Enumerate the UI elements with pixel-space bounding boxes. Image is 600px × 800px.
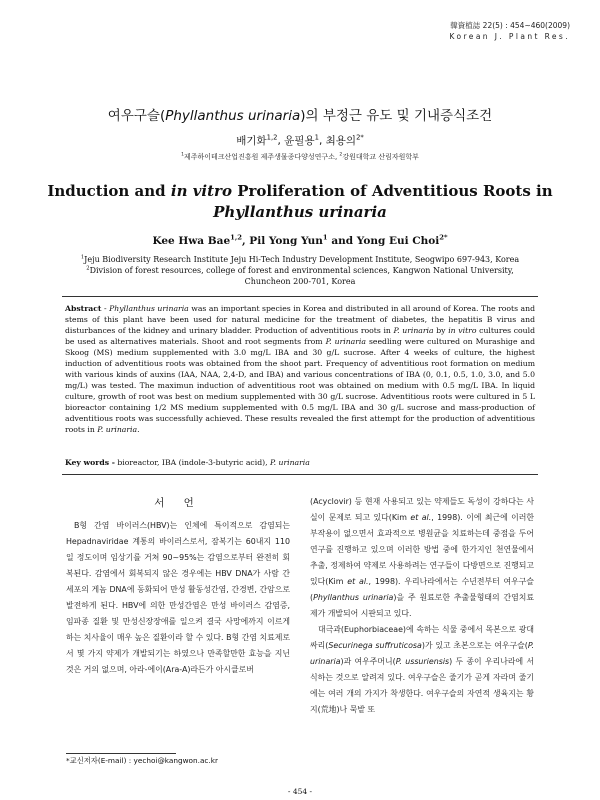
- abstract-text-3: by: [433, 326, 449, 335]
- abstract-text-2: was an important species in Korea and distributed in all around of Korea. The roots and stems of this plant have been used for natural medicine for the treatment of diabetes, the hepatitis B virus and disturbances of the kidney and urinary bladder. Production of adventitious roots in: [65, 304, 535, 335]
- rc-p1-e: , 1998). 우리나라에서는 수년전부터 여우구슬(: [310, 577, 535, 602]
- keywords-text: bioreactor, IBA (indole-3-butyric acid),: [114, 458, 270, 467]
- ko-author-1: 배기화: [236, 135, 267, 147]
- en-author-1: Kee Hwa Bae: [152, 235, 231, 247]
- rc-p2-e: )과 여우주머니(: [340, 657, 396, 666]
- korean-title: [0, 104, 600, 124]
- en-author-2: , Pil Yong Yun: [242, 235, 323, 247]
- abstract-species-4: P. urinaria: [97, 425, 138, 434]
- keywords-species: P. urinaria: [270, 458, 310, 467]
- english-title-line-1: [40, 181, 560, 202]
- ko-author-sep-2: ,: [318, 135, 326, 147]
- abstract-species-1: Phyllanthus urinaria: [109, 304, 189, 313]
- ko-author-2-affil: 1: [314, 133, 319, 142]
- footnote-rule: [66, 753, 176, 754]
- english-title-post: Proliferation of Adventitious Roots in: [231, 182, 553, 200]
- ko-author-3: 최용의: [325, 135, 357, 147]
- abstract-top-rule: [62, 296, 538, 297]
- rc-p2-species-1: Securinega suffruticosa: [328, 641, 422, 650]
- intro-paragraph-continued: [310, 494, 534, 622]
- ko-author-sep-1: ,: [277, 135, 285, 147]
- journal-citation-korean: 韓資植誌 22(5) : 454~460(2009): [450, 21, 570, 30]
- page-number: - 454 -: [287, 787, 313, 796]
- abstract-label: Abstract: [65, 304, 102, 313]
- en-affil-line-2: [60, 265, 540, 276]
- abstract-text-1: -: [101, 304, 110, 313]
- korean-title-species: Phyllanthus urinaria: [165, 108, 301, 124]
- rc-p1-c: , 1998). 이에 최근에 이러한 부작용이 없으면서 효과적으로 병원균을 치료하는데 중점을 두어 연구를 진행하고 있으며 이러한 방법 중에 한가지인 천연물에서 추출, 정제하여 약제로 사용하려는 연구들이 다방면으로 진행되고 있다(Kim: [310, 513, 534, 586]
- corresponding-author-footnote: *교신저자(E-mail) : yechoi@kangwon.ac.kr: [66, 756, 218, 765]
- english-title-line-2: [40, 202, 560, 223]
- rc-p2-a: 대극과(Euphorbiaceae)에 속하는 식물 중에서 목본으로 광대싸리(: [310, 625, 534, 650]
- rc-p2-species-2: P. urinaria: [310, 641, 535, 666]
- english-title: [40, 181, 560, 223]
- body-right-column: [310, 494, 534, 718]
- ko-affil-2-mark: 2: [339, 152, 343, 158]
- english-title-pre: Induction and: [47, 182, 171, 200]
- abstract-invitro: in vitro: [448, 326, 477, 335]
- ko-affil-2: 강원대학교 산림자원학부: [342, 153, 419, 161]
- journal-citation-english: Korean J. Plant Res.: [449, 32, 570, 41]
- ko-author-2: 윤필용: [284, 135, 315, 147]
- en-affil-1: Jeju Biodiversity Research Institute Jeju Hi-Tech Industry Development Institute, Seogwipo 697-943, Korea: [84, 255, 520, 264]
- rc-p2-g: ) 두 종이 우리나라에 서식하는 것으로 알려져 있다. 여우구슬은 줄기가 곧게 자라며 줄기에는 여러 개의 가지가 착생한다. 여우구슬의 자연적 생육지는 황지(荒地)나 묵밭 또: [310, 657, 534, 714]
- rc-p1-g: )을 주 원료로한 추출물형태의 간염치료제가 개발되어 시판되고 있다.: [310, 593, 534, 618]
- keywords: [65, 458, 535, 467]
- section-heading-introduction: 서 언: [154, 497, 202, 509]
- en-author-1-affil: 1,2: [230, 233, 242, 242]
- en-affil-line-3: Chuncheon 200-701, Korea: [244, 277, 356, 286]
- korean-affiliations: [0, 152, 600, 162]
- abstract: [65, 303, 535, 435]
- abstract-bottom-rule: [62, 474, 538, 475]
- abstract-species-2: P. urinaria: [393, 326, 434, 335]
- rc-p1-species: Phyllanthus urinaria: [313, 593, 394, 602]
- en-affil-2-mark: 2: [86, 265, 90, 272]
- body-left-column: [66, 518, 290, 678]
- en-author-3: and Yong Eui Choi: [327, 235, 440, 247]
- abstract-species-3: P. urinaria: [325, 337, 366, 346]
- korean-title-pre: 여우구슬(: [107, 108, 166, 124]
- en-author-2-affil: 1: [322, 233, 328, 242]
- rc-p2-species-3: P. ussuriensis: [395, 657, 450, 666]
- ko-author-1-affil: 1,2: [266, 133, 278, 142]
- intro-paragraph-2: [310, 622, 534, 718]
- korean-title-post: )의 부정근 유도 및 기내증식조건: [300, 108, 493, 124]
- ko-affil-1-mark: 1: [181, 152, 184, 158]
- en-affil-1-mark: 1: [80, 254, 85, 261]
- journal-header: [450, 20, 570, 42]
- abstract-text-4: cultures could be used as alternatives materials. Shoot and root segments from: [65, 326, 535, 346]
- ko-affil-1: 제주하이테크산업진흥원 제주생물종다양성연구소,: [183, 153, 340, 161]
- english-title-species: Phyllanthus urinaria: [213, 203, 387, 221]
- rc-p2-c: )가 있고 초본으로는 여우구슬(: [421, 641, 528, 650]
- rc-p1-etal-1: et al.: [410, 513, 432, 522]
- rc-p1-etal-2: et al.: [347, 577, 369, 586]
- english-authors: [0, 235, 600, 247]
- korean-authors: [0, 133, 600, 148]
- ko-author-3-affil: 2*: [356, 133, 364, 142]
- intro-paragraph-1: B형 간염 바이러스(HBV)는 인체에 특이적으로 감염되는 Hepadnaviridae 계통의 바이러스로서, 잠복기는 60내지 110일 정도이며 임상기를 거쳐 90~95%는 감염으로부터 완전히 회복된다. 감염에서 회복되지 않은 경우에는 HBV DNA가 사람 간세포의 게놈 DNA에 동화되어 만성 활동성간염, 간경변, 간암으로 발전하게 된다. HBV에 의한 만성간염은 만성 바이러스 감염증, 임파종 질환 및 만성신장장애를 일으켜 결국 사망에까지 이르게 하는 치사율이 매우 높은 질환이라 할 수 있다. B형 간염 치료제로서 몇 가지 약제가 개발되기는 하였으나 만족할만한 효능을 지닌 것은 거의 없으며, 아라-에이(Ara-A)라든가 아시클로버: [66, 521, 290, 674]
- abstract-text-5: seedling were cultured on Murashige and Skoog (MS) medium supplemented with 3.0 mg/L IBA and 30 g/L sucrose. After 4 weeks of culture, the highest induction of adventitious roots was obtained from the shoot part. Frequency of adventitious root formation on medium with various kinds of auxins (IAA, NAA, 2,4-D, and IBA) and various concentrations of IBA (0, 0.1, 0.5, 1.0, 3.0, and 5.0 mg/L) was tested. The maximun induction of adventitious root was obtained on medium with 0.5 mg/L IBA. In liquid culture, growth of root was best on medium supplemented with 30 g/L sucrose. Adventitious roots were cultured in 5 L bioreactor containing 1/2 MS medium supplemented with 0.5 mg/L IBA and 30 g/L sucrose and mass-production of adventitious roots was successfully achieved. These results revealed the first attempt for the production of adventitious roots in: [65, 337, 535, 434]
- english-title-invitro: in vitro: [170, 182, 232, 200]
- rc-p1-a: (Acyclovir) 등 현재 사용되고 있는 약제들도 독성이 강하다는 사실이 문제로 되고 있다(Kim: [310, 497, 534, 522]
- en-author-3-affil: 2*: [439, 233, 448, 242]
- english-affiliations: [60, 254, 540, 287]
- abstract-text-6: .: [137, 425, 140, 434]
- keywords-label: Key words -: [65, 458, 115, 467]
- en-affil-line-1: [60, 254, 540, 265]
- en-affil-2: Division of forest resources, college of forest and environmental sciences, Kangwon National University,: [89, 266, 514, 275]
